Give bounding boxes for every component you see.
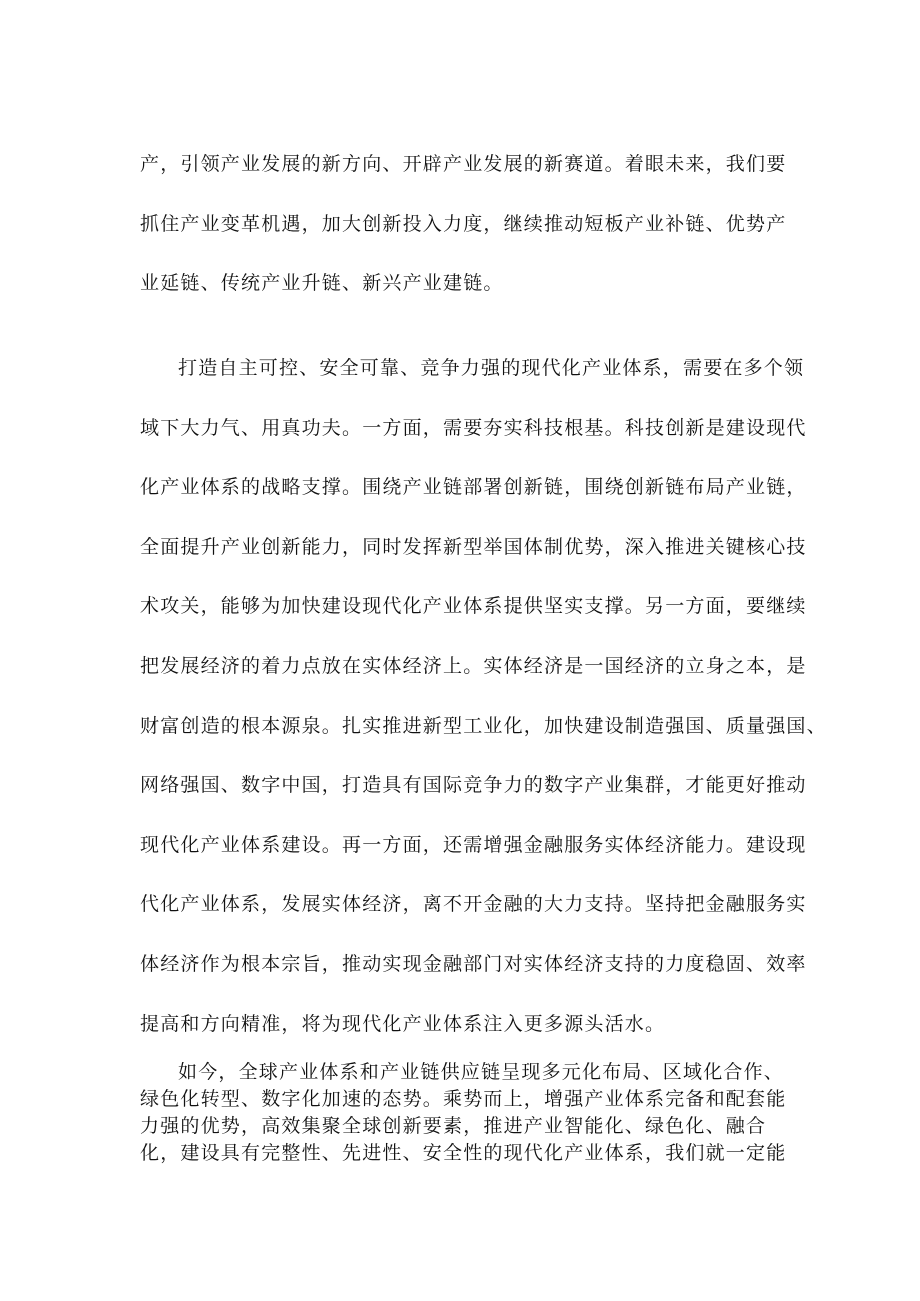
text-line: 化，建设具有完整性、先进性、安全性的现代化产业体系，我们就一定能 [140, 1142, 787, 1164]
text-line: 代化产业体系，发展实体经济，离不开金融的大力支持。坚持把金融服务实 [140, 893, 807, 916]
text-line: 打造自主可控、安全可靠、竞争力强的现代化产业体系，需要在多个领 [178, 357, 805, 379]
text-line: 力强的优势，高效集聚全球创新要素，推进产业智能化、绿色化、融合 [140, 1115, 767, 1137]
text-line: 现代化产业体系建设。再一方面，还需增强金融服务实体经济能力。建设现 [140, 833, 807, 856]
text-line: 提高和方向精准，将为现代化产业体系注入更多源头活水。 [140, 1012, 666, 1035]
text-line: 体经济作为根本宗旨，推动实现金融部门对实体经济支持的力度稳固、效率 [140, 952, 807, 975]
paragraph-1 [140, 149, 800, 328]
text-line: 财富创造的根本源泉。扎实推进新型工业化，加快建设制造强国、质量强国、 [140, 714, 827, 737]
text-line: 术攻关，能够为加快建设现代化产业体系提供坚实支撑。另一方面，要继续 [140, 595, 807, 618]
text-line: 域下大力气、用真功夫。一方面，需要夯实科技根基。科技创新是建设现代 [140, 416, 807, 439]
text-line: 产，引领产业发展的新方向、开辟产业发展的新赛道。着眼未来，我们要 [140, 153, 787, 175]
text-line: 化产业体系的战略支撑。围绕产业链部署创新链，围绕创新链布局产业链， [140, 476, 807, 499]
paragraph-3 [140, 1057, 800, 1165]
text-line: 把发展经济的着力点放在实体经济上。实体经济是一国经济的立身之本，是 [140, 654, 807, 677]
paragraph-2 [140, 353, 827, 1068]
text-line: 抓住产业变革机遇，加大创新投入力度，继续推动短板产业补链、优势产 [140, 212, 787, 235]
text-line: 业延链、传统产业升链、新兴产业建链。 [140, 272, 504, 295]
text-line: 网络强国、数字中国，打造具有国际竞争力的数字产业集群，才能更好推动 [140, 774, 807, 797]
text-line: 绿色化转型、数字化加速的态势。乘势而上，增强产业体系完备和配套能 [140, 1088, 787, 1110]
text-line: 如今，全球产业体系和产业链供应链呈现多元化布局、区域化合作、 [178, 1061, 785, 1083]
text-line: 全面提升产业创新能力，同时发挥新型举国体制优势，深入推进关键核心技 [140, 535, 807, 558]
